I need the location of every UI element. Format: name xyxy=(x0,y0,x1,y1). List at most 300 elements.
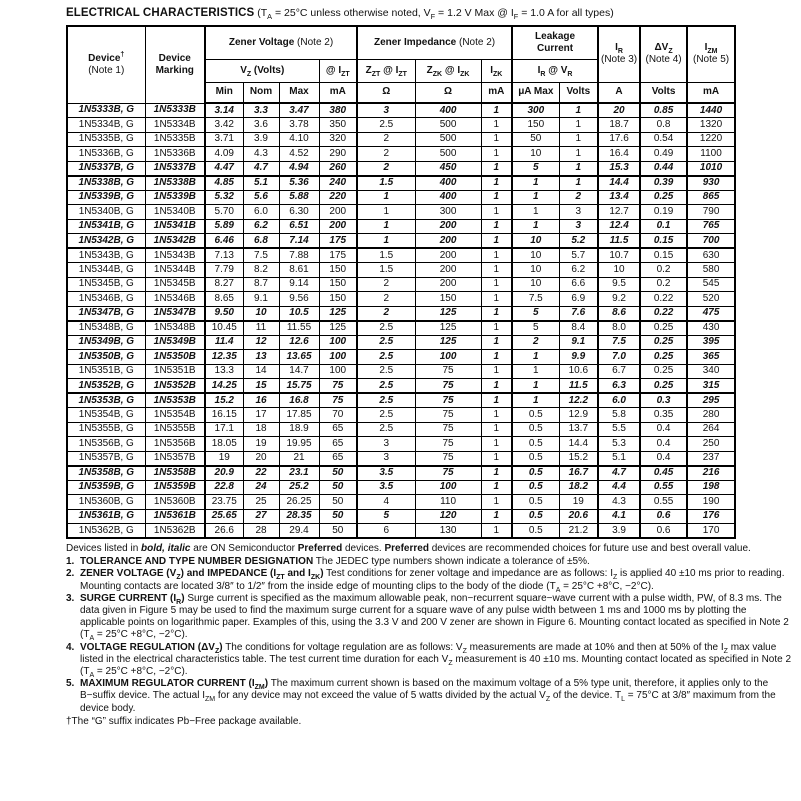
cell-izt_ma: 75 xyxy=(319,379,357,394)
cell-dvz_volts: 0.8 xyxy=(640,118,687,133)
cell-ir_ua_max: 10 xyxy=(512,147,559,162)
cell-izt_ma: 175 xyxy=(319,248,357,263)
cell-zzk_ohm: 150 xyxy=(415,292,481,307)
cell-vr_volts: 1 xyxy=(559,176,598,191)
cell-ir_a: 10 xyxy=(598,263,640,278)
cell-vz_max: 16.8 xyxy=(279,393,319,408)
cell-dvz_volts: 0.54 xyxy=(640,132,687,147)
electrical-characteristics-table xyxy=(66,25,736,539)
cell-device: 1N5356B, G xyxy=(67,437,145,452)
cell-vz_min: 12.35 xyxy=(205,350,243,365)
cell-zzt_ohm: 2.5 xyxy=(357,379,415,394)
cell-zzt_ohm: 3 xyxy=(357,103,415,118)
cell-ir_ua_max: 5 xyxy=(512,161,559,176)
table-row-1N5345B xyxy=(67,277,735,292)
table-row-1N5360B xyxy=(67,495,735,510)
cell-ir_ua_max: 10 xyxy=(512,234,559,249)
table-row-1N5343B xyxy=(67,248,735,263)
cell-device_marking: 1N5344B xyxy=(145,263,205,278)
cell-device: 1N5350B, G xyxy=(67,350,145,365)
footer-notes xyxy=(66,543,793,728)
cell-izt_ma: 50 xyxy=(319,509,357,524)
cell-ir_a: 7.5 xyxy=(598,335,640,350)
cell-device_marking: 1N5346B xyxy=(145,292,205,307)
cell-izt_ma: 350 xyxy=(319,118,357,133)
cell-vz_min: 5.70 xyxy=(205,205,243,220)
cell-ir_ua_max: 1 xyxy=(512,364,559,379)
cell-device_marking: 1N5354B xyxy=(145,408,205,423)
header-unit-min: Min xyxy=(205,82,243,103)
cell-izm_ma: 264 xyxy=(687,422,735,437)
cell-vz_max: 17.85 xyxy=(279,408,319,423)
note-5-heading: MAXIMUM REGULATOR CURRENT $(I_{ZM})$ xyxy=(80,678,269,692)
cell-vr_volts: 8.4 xyxy=(559,321,598,336)
cell-vr_volts: 2 xyxy=(559,190,598,205)
cell-vz_nom: 4.7 xyxy=(243,161,279,176)
cell-izk_ma: 1 xyxy=(481,263,512,278)
table-row-1N5338B xyxy=(67,176,735,191)
cell-device: 1N5351B, G xyxy=(67,364,145,379)
cell-vz_nom: 25 xyxy=(243,495,279,510)
cell-vr_volts: 12.2 xyxy=(559,393,598,408)
cell-zzt_ohm: 2.5 xyxy=(357,393,415,408)
cell-ir_ua_max: 0.5 xyxy=(512,451,559,466)
header-ir-at-vr: $I_R$ @ $V_R$ xyxy=(512,59,598,82)
cell-vr_volts: 11.5 xyxy=(559,379,598,394)
cell-zzt_ohm: 2.5 xyxy=(357,335,415,350)
cell-device: 1N5343B, G xyxy=(67,248,145,263)
cell-ir_ua_max: 1 xyxy=(512,219,559,234)
cell-izm_ma: 545 xyxy=(687,277,735,292)
cell-dvz_volts: 0.6 xyxy=(640,524,687,539)
cell-device: 1N5336B, G xyxy=(67,147,145,162)
cell-zzk_ohm: 75 xyxy=(415,364,481,379)
cell-vz_max: 5.88 xyxy=(279,190,319,205)
cell-vz_max: 3.47 xyxy=(279,103,319,118)
cell-izk_ma: 1 xyxy=(481,364,512,379)
cell-device_marking: 1N5356B xyxy=(145,437,205,452)
cell-ir_ua_max: 1 xyxy=(512,205,559,220)
cell-izt_ma: 75 xyxy=(319,393,357,408)
cell-ir_ua_max: 7.5 xyxy=(512,292,559,307)
cell-vz_nom: 10 xyxy=(243,306,279,321)
cell-ir_ua_max: 0.5 xyxy=(512,408,559,423)
note-5-body: The maximum current shown is based on the maximum voltage of a 5% type unit, therefore, it applies only to the B−suffix device. The actual $I_{ZM}$ for any device may not exceed the value of 5 watts divided by the actual $V_Z$ of the device. $T_L = 75^\circ C$ at 3/8″ maximum from the device body. xyxy=(80,678,776,714)
cell-izt_ma: 200 xyxy=(319,219,357,234)
cell-vz_max: 9.56 xyxy=(279,292,319,307)
cell-izk_ma: 1 xyxy=(481,118,512,133)
header-device-marking: Device Marking xyxy=(145,26,205,103)
cell-device: 1N5359B, G xyxy=(67,480,145,495)
header-izk: $I_{ZK}$ xyxy=(481,59,512,82)
cell-ir_ua_max: 0.5 xyxy=(512,509,559,524)
cell-izk_ma: 1 xyxy=(481,451,512,466)
cell-device: 1N5344B, G xyxy=(67,263,145,278)
cell-vz_max: 3.78 xyxy=(279,118,319,133)
cell-vz_min: 7.13 xyxy=(205,248,243,263)
cell-vz_nom: 27 xyxy=(243,509,279,524)
cell-vr_volts: 19 xyxy=(559,495,598,510)
table-row-1N5342B xyxy=(67,234,735,249)
cell-vz_min: 7.79 xyxy=(205,263,243,278)
cell-vz_nom: 6.8 xyxy=(243,234,279,249)
cell-device: 1N5349B, G xyxy=(67,335,145,350)
cell-dvz_volts: 0.35 xyxy=(640,408,687,423)
cell-dvz_volts: 0.25 xyxy=(640,321,687,336)
cell-zzt_ohm: 2 xyxy=(357,277,415,292)
cell-vz_nom: 22 xyxy=(243,466,279,481)
cell-izm_ma: 170 xyxy=(687,524,735,539)
cell-vz_nom: 24 xyxy=(243,480,279,495)
cell-izm_ma: 475 xyxy=(687,306,735,321)
cell-izt_ma: 125 xyxy=(319,321,357,336)
cell-vz_max: 7.88 xyxy=(279,248,319,263)
cell-ir_ua_max: 0.5 xyxy=(512,524,559,539)
cell-vz_min: 4.85 xyxy=(205,176,243,191)
cell-device_marking: 1N5357B xyxy=(145,451,205,466)
cell-zzk_ohm: 125 xyxy=(415,306,481,321)
cell-device: 1N5334B, G xyxy=(67,118,145,133)
page-title-heading: ELECTRICAL CHARACTERISTICS xyxy=(66,7,255,19)
cell-izm_ma: 930 xyxy=(687,176,735,191)
table-row-1N5347B xyxy=(67,306,735,321)
cell-vz_max: 4.52 xyxy=(279,147,319,162)
note-3-body: Surge current is specified as the maximum allowable peak, non−recurrent square−wave current with a pulse width, PW, of 8.3 ms. The data given in Figure 5 may be used to find the maximum surge current for a square wave of any pulse width between 1 ms and 1000 ms by plotting the applicable points on logarithmic paper. Examples of this, using the 3.3 V and 200 V zener are shown in Figure 6. Mounting contact located as specified in Note 2 ($T_A = 25^\circ C +8^\circ C$, −2°C). xyxy=(80,592,789,643)
cell-vz_max: 23.1 xyxy=(279,466,319,481)
cell-vr_volts: 1 xyxy=(559,147,598,162)
cell-zzt_ohm: 6 xyxy=(357,524,415,539)
cell-izk_ma: 1 xyxy=(481,480,512,495)
cell-zzk_ohm: 200 xyxy=(415,277,481,292)
note-1: 1. TOLERANCE AND TYPE NUMBER DESIGNATION The JEDEC type numbers shown indicate a tolerance of ±5%. xyxy=(66,556,590,568)
cell-vz_nom: 15 xyxy=(243,379,279,394)
cell-izm_ma: 395 xyxy=(687,335,735,350)
table-row-1N5354B xyxy=(67,408,735,423)
cell-ir_a: 6.3 xyxy=(598,379,640,394)
cell-ir_a: 4.1 xyxy=(598,509,640,524)
cell-izm_ma: 1440 xyxy=(687,103,735,118)
note-2-heading: ZENER VOLTAGE $(V_Z)$ and IMPEDANCE ($I_{ZT}$ and $I_{ZK}$) xyxy=(80,568,324,582)
cell-ir_a: 8.0 xyxy=(598,321,640,336)
cell-zzk_ohm: 300 xyxy=(415,205,481,220)
cell-dvz_volts: 0.45 xyxy=(640,466,687,481)
cell-izt_ma: 100 xyxy=(319,335,357,350)
cell-vz_max: 19.95 xyxy=(279,437,319,452)
cell-ir_a: 8.6 xyxy=(598,306,640,321)
table-row-1N5362B xyxy=(67,524,735,539)
cell-ir_ua_max: 2 xyxy=(512,335,559,350)
cell-izt_ma: 240 xyxy=(319,176,357,191)
cell-ir_ua_max: 1 xyxy=(512,190,559,205)
cell-izm_ma: 280 xyxy=(687,408,735,423)
cell-vz_max: 26.25 xyxy=(279,495,319,510)
note-3: 3. SURGE CURRENT $(I_R)$ Surge current is specified as the maximum allowable peak, non−recurrent square−wave current with a pulse width, PW, of 8.3 ms. The data given in Figure 5 may be used to find the maximum surge current for a square wave of any pulse width between 1 ms and 1000 ms by plotting the applicable points on logarithmic paper. Examples of this, using the 3.3 V and 200 V zener are shown in Figure 6. Mounting contact located as specified in Note 2 ($T_A = 25^\circ C +8^\circ C$, −2°C). xyxy=(66,592,789,643)
header-unit-zzk-ohm: Ω xyxy=(415,82,481,103)
cell-vz_nom: 6.2 xyxy=(243,219,279,234)
cell-vz_min: 14.25 xyxy=(205,379,243,394)
cell-zzk_ohm: 120 xyxy=(415,509,481,524)
cell-dvz_volts: 0.3 xyxy=(640,393,687,408)
header-zener-impedance-group: Zener Impedance (Note 2) xyxy=(357,26,512,59)
cell-izm_ma: 190 xyxy=(687,495,735,510)
cell-vz_max: 9.14 xyxy=(279,277,319,292)
table-row-1N5346B xyxy=(67,292,735,307)
cell-ir_ua_max: 1 xyxy=(512,176,559,191)
cell-device: 1N5333B, G xyxy=(67,103,145,118)
cell-zzk_ohm: 500 xyxy=(415,132,481,147)
cell-device: 1N5353B, G xyxy=(67,393,145,408)
cell-vz_nom: 19 xyxy=(243,437,279,452)
header-ir-note3: $I_R$ (Note 3) xyxy=(598,26,640,82)
preferred-devices-note: Devices listed in bold, italic are ON Semiconductor Preferred devices. Preferred devices are recommended choices for future use and best overall value. xyxy=(66,543,751,554)
cell-ir_a: 11.5 xyxy=(598,234,640,249)
cell-vz_min: 5.32 xyxy=(205,190,243,205)
cell-ir_a: 5.5 xyxy=(598,422,640,437)
cell-vz_min: 10.45 xyxy=(205,321,243,336)
cell-vz_nom: 3.3 xyxy=(243,103,279,118)
cell-izk_ma: 1 xyxy=(481,292,512,307)
cell-device: 1N5347B, G xyxy=(67,306,145,321)
cell-vz_max: 11.55 xyxy=(279,321,319,336)
cell-zzt_ohm: 2 xyxy=(357,132,415,147)
cell-zzk_ohm: 500 xyxy=(415,147,481,162)
cell-device_marking: 1N5334B xyxy=(145,118,205,133)
cell-zzt_ohm: 1 xyxy=(357,190,415,205)
cell-vz_max: 28.35 xyxy=(279,509,319,524)
cell-vz_min: 17.1 xyxy=(205,422,243,437)
cell-device_marking: 1N5333B xyxy=(145,103,205,118)
cell-zzk_ohm: 75 xyxy=(415,437,481,452)
cell-izm_ma: 865 xyxy=(687,190,735,205)
cell-ir_ua_max: 5 xyxy=(512,321,559,336)
cell-izk_ma: 1 xyxy=(481,277,512,292)
cell-vr_volts: 9.9 xyxy=(559,350,598,365)
cell-vz_max: 21 xyxy=(279,451,319,466)
cell-vz_max: 5.36 xyxy=(279,176,319,191)
cell-ir_a: 4.3 xyxy=(598,495,640,510)
table-row-1N5349B xyxy=(67,335,735,350)
cell-device: 1N5337B, G xyxy=(67,161,145,176)
cell-dvz_volts: 0.4 xyxy=(640,451,687,466)
cell-dvz_volts: 0.25 xyxy=(640,364,687,379)
cell-device: 1N5340B, G xyxy=(67,205,145,220)
table-row-1N5350B xyxy=(67,350,735,365)
cell-device_marking: 1N5349B xyxy=(145,335,205,350)
cell-zzk_ohm: 75 xyxy=(415,408,481,423)
cell-ir_ua_max: 50 xyxy=(512,132,559,147)
cell-vr_volts: 20.6 xyxy=(559,509,598,524)
cell-zzk_ohm: 200 xyxy=(415,219,481,234)
cell-device_marking: 1N5339B xyxy=(145,190,205,205)
cell-vz_max: 7.14 xyxy=(279,234,319,249)
cell-device: 1N5335B, G xyxy=(67,132,145,147)
cell-izk_ma: 1 xyxy=(481,161,512,176)
cell-vz_max: 6.30 xyxy=(279,205,319,220)
cell-device_marking: 1N5345B xyxy=(145,277,205,292)
cell-ir_ua_max: 5 xyxy=(512,306,559,321)
cell-vz_min: 13.3 xyxy=(205,364,243,379)
header-unit-ua-max: μA Max xyxy=(512,82,559,103)
cell-device: 1N5360B, G xyxy=(67,495,145,510)
cell-zzt_ohm: 2 xyxy=(357,292,415,307)
cell-izt_ma: 65 xyxy=(319,437,357,452)
cell-vz_nom: 4.3 xyxy=(243,147,279,162)
cell-vr_volts: 21.2 xyxy=(559,524,598,539)
cell-ir_a: 15.3 xyxy=(598,161,640,176)
cell-ir_a: 7.0 xyxy=(598,350,640,365)
cell-vr_volts: 3 xyxy=(559,219,598,234)
table-row-1N5340B xyxy=(67,205,735,220)
cell-vz_nom: 28 xyxy=(243,524,279,539)
cell-ir_ua_max: 10 xyxy=(512,263,559,278)
cell-zzk_ohm: 200 xyxy=(415,248,481,263)
cell-zzk_ohm: 450 xyxy=(415,161,481,176)
cell-dvz_volts: 0.2 xyxy=(640,277,687,292)
cell-device_marking: 1N5353B xyxy=(145,393,205,408)
cell-vz_max: 14.7 xyxy=(279,364,319,379)
cell-izk_ma: 1 xyxy=(481,350,512,365)
cell-ir_a: 12.4 xyxy=(598,219,640,234)
cell-vr_volts: 3 xyxy=(559,205,598,220)
cell-zzt_ohm: 3.5 xyxy=(357,480,415,495)
cell-izm_ma: 790 xyxy=(687,205,735,220)
cell-zzk_ohm: 100 xyxy=(415,480,481,495)
cell-dvz_volts: 0.6 xyxy=(640,509,687,524)
cell-ir_a: 6.7 xyxy=(598,364,640,379)
cell-device: 1N5338B, G xyxy=(67,176,145,191)
note-4-body: The conditions for voltage regulation are as follows: $V_Z$ measurements are made at 10% and then at 50% of the $I_Z$ max value listed in the electrical characteristics table. The test current time duration for each $V_Z$ measurement is 40 ±10 ms. Mounting contact located as specified in Note 2 ($T_A = 25^\circ C +8^\circ C$, −2°C). xyxy=(80,641,792,680)
cell-izt_ma: 65 xyxy=(319,422,357,437)
cell-vz_nom: 3.6 xyxy=(243,118,279,133)
cell-izk_ma: 1 xyxy=(481,379,512,394)
cell-device: 1N5339B, G xyxy=(67,190,145,205)
cell-izk_ma: 1 xyxy=(481,176,512,191)
cell-izm_ma: 176 xyxy=(687,509,735,524)
cell-vr_volts: 18.2 xyxy=(559,480,598,495)
cell-ir_a: 5.1 xyxy=(598,451,640,466)
cell-zzt_ohm: 2.5 xyxy=(357,350,415,365)
cell-zzk_ohm: 75 xyxy=(415,451,481,466)
cell-zzt_ohm: 2.5 xyxy=(357,321,415,336)
page-title xyxy=(66,3,793,21)
cell-vz_nom: 5.6 xyxy=(243,190,279,205)
cell-vr_volts: 15.2 xyxy=(559,451,598,466)
cell-vr_volts: 10.6 xyxy=(559,364,598,379)
cell-device: 1N5352B, G xyxy=(67,379,145,394)
cell-vz_nom: 5.1 xyxy=(243,176,279,191)
cell-vz_nom: 18 xyxy=(243,422,279,437)
cell-izk_ma: 1 xyxy=(481,132,512,147)
cell-vz_nom: 7.5 xyxy=(243,248,279,263)
cell-device_marking: 1N5337B xyxy=(145,161,205,176)
table-row-1N5351B xyxy=(67,364,735,379)
cell-vr_volts: 6.2 xyxy=(559,263,598,278)
cell-device_marking: 1N5352B xyxy=(145,379,205,394)
cell-device_marking: 1N5361B xyxy=(145,509,205,524)
cell-vr_volts: 5.2 xyxy=(559,234,598,249)
cell-vz_min: 3.14 xyxy=(205,103,243,118)
cell-ir_ua_max: 0.5 xyxy=(512,480,559,495)
header-izm-note5: $I_{ZM}$ (Note 5) xyxy=(687,26,735,82)
cell-device_marking: 1N5343B xyxy=(145,248,205,263)
cell-vz_min: 3.71 xyxy=(205,132,243,147)
cell-ir_ua_max: 1 xyxy=(512,379,559,394)
cell-vz_min: 25.65 xyxy=(205,509,243,524)
cell-vz_nom: 8.7 xyxy=(243,277,279,292)
cell-zzk_ohm: 400 xyxy=(415,103,481,118)
cell-vz_max: 4.10 xyxy=(279,132,319,147)
cell-vz_max: 29.4 xyxy=(279,524,319,539)
header-delta-vz-note4: $\Delta V_Z$ (Note 4) xyxy=(640,26,687,82)
cell-device_marking: 1N5359B xyxy=(145,480,205,495)
cell-ir_a: 13.4 xyxy=(598,190,640,205)
note-4-heading: VOLTAGE REGULATION $(\Delta V_Z)$ xyxy=(80,641,223,655)
cell-device_marking: 1N5360B xyxy=(145,495,205,510)
note-1-heading: TOLERANCE AND TYPE NUMBER DESIGNATION xyxy=(80,556,314,568)
table-row-1N5334B xyxy=(67,118,735,133)
cell-izm_ma: 295 xyxy=(687,393,735,408)
cell-device: 1N5355B, G xyxy=(67,422,145,437)
cell-dvz_volts: 0.44 xyxy=(640,161,687,176)
cell-ir_a: 6.0 xyxy=(598,393,640,408)
cell-ir_a: 10.7 xyxy=(598,248,640,263)
cell-dvz_volts: 0.15 xyxy=(640,248,687,263)
cell-device_marking: 1N5358B xyxy=(145,466,205,481)
cell-izt_ma: 200 xyxy=(319,205,357,220)
cell-ir_ua_max: 10 xyxy=(512,277,559,292)
cell-izk_ma: 1 xyxy=(481,495,512,510)
cell-izt_ma: 380 xyxy=(319,103,357,118)
cell-izk_ma: 1 xyxy=(481,321,512,336)
cell-device_marking: 1N5362B xyxy=(145,524,205,539)
cell-device: 1N5345B, G xyxy=(67,277,145,292)
table-row-1N5333B xyxy=(67,103,735,118)
cell-ir_ua_max: 0.5 xyxy=(512,422,559,437)
cell-device_marking: 1N5348B xyxy=(145,321,205,336)
table-row-1N5356B xyxy=(67,437,735,452)
cell-izk_ma: 1 xyxy=(481,437,512,452)
table-row-1N5355B xyxy=(67,422,735,437)
cell-izm_ma: 365 xyxy=(687,350,735,365)
cell-dvz_volts: 0.4 xyxy=(640,437,687,452)
cell-vz_min: 4.09 xyxy=(205,147,243,162)
cell-vz_max: 6.51 xyxy=(279,219,319,234)
cell-device_marking: 1N5338B xyxy=(145,176,205,191)
cell-vr_volts: 1 xyxy=(559,118,598,133)
cell-vr_volts: 1 xyxy=(559,161,598,176)
dagger-footnote: †The “G” suffix indicates Pb−Free package available. xyxy=(66,715,302,727)
cell-vz_max: 25.2 xyxy=(279,480,319,495)
cell-zzk_ohm: 200 xyxy=(415,234,481,249)
cell-vz_min: 19 xyxy=(205,451,243,466)
cell-izk_ma: 1 xyxy=(481,335,512,350)
table-row-1N5336B xyxy=(67,147,735,162)
cell-vz_nom: 20 xyxy=(243,451,279,466)
cell-zzk_ohm: 500 xyxy=(415,118,481,133)
cell-vz_min: 18.05 xyxy=(205,437,243,452)
cell-ir_a: 14.4 xyxy=(598,176,640,191)
cell-vz_nom: 6.0 xyxy=(243,205,279,220)
cell-device_marking: 1N5355B xyxy=(145,422,205,437)
cell-dvz_volts: 0.25 xyxy=(640,190,687,205)
cell-ir_a: 17.6 xyxy=(598,132,640,147)
cell-zzt_ohm: 4 xyxy=(357,495,415,510)
cell-device: 1N5361B, G xyxy=(67,509,145,524)
cell-dvz_volts: 0.55 xyxy=(640,495,687,510)
cell-vz_min: 26.6 xyxy=(205,524,243,539)
cell-zzk_ohm: 75 xyxy=(415,422,481,437)
table-row-1N5353B xyxy=(67,393,735,408)
